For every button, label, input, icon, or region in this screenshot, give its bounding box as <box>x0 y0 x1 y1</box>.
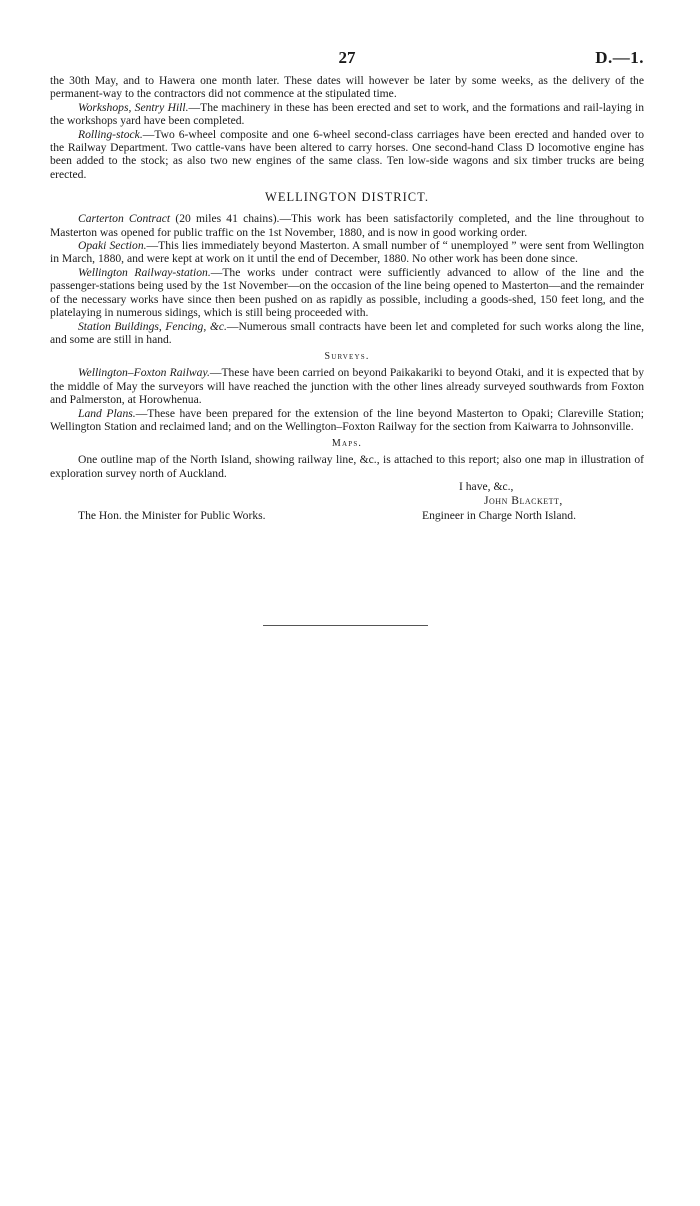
land-plans-title: Land Plans. <box>78 406 136 420</box>
signatory-name: John Blackett, <box>484 493 563 507</box>
wellington-station-paragraph <box>50 266 644 320</box>
opaki-title: Opaki Section. <box>78 239 147 253</box>
maps-paragraph: One outline map of the North Island, showing railway line, &c., is attached to this report; also one map in illustration of exploration survey north of Auckland. <box>50 453 644 480</box>
opaki-text: —This lies immediately beyond Masterton. A small number of “ unemployed ” were sent from Wellington in March, 1880, and were kept at work on it until the end of December, 1880. No other work has been done since. <box>50 239 644 266</box>
salutation: I have, &c., <box>459 480 514 494</box>
opaki-paragraph <box>50 239 644 266</box>
signatory-title: Engineer in Charge North Island. <box>422 508 577 522</box>
carterton-paragraph <box>50 212 644 239</box>
document-reference: D.—1. <box>595 48 644 67</box>
rolling-stock-text: —Two 6-wheel composite and one 6-wheel second-class carriages have been erected and handed over to the Railway Department. Two cattle-vans have been altered to carry horses. One second-hand Class D locomotive engine has been added to the stock; as also two new engines of the same class. Ten low-side wagons and six timber trucks are being erected. <box>50 127 644 181</box>
land-plans-paragraph <box>50 407 644 434</box>
wellington-station-title: Wellington Railway-station. <box>78 265 211 279</box>
station-buildings-title: Station Buildings, Fencing, &c. <box>78 319 227 333</box>
rolling-stock-paragraph <box>50 128 644 182</box>
workshops-text: —The machinery in these has been erected and set to work, and the formations and rail-laying in the workshops yard have been completed. <box>50 100 644 128</box>
wellington-station-text: —The works under contract were sufficiently advanced to allow of the line and the passenger-stations being used by the 1st November—on the occasion of the line being opened to Masterton—and the remainder of the necessary works have since then been pushed on as rapidly as possible, including a goods-shed, 150 feet long, and the platelaying in numerous sidings, which is still being proceeded with. <box>50 265 644 320</box>
closing-rule <box>263 625 428 626</box>
workshops-title: Workshops, Sentry Hill. <box>78 100 189 114</box>
workshops-paragraph <box>50 101 644 128</box>
page-header <box>50 48 644 74</box>
carterton-title: Carterton Contract <box>78 212 171 226</box>
foxton-railway-paragraph <box>50 366 644 406</box>
rolling-stock-title: Rolling-stock. <box>78 127 143 141</box>
station-buildings-text: —Numerous small contracts have been let and completed for such works along the line, and some are still in hand. <box>50 319 644 346</box>
wellington-district-heading: WELLINGTON DISTRICT. <box>265 190 429 205</box>
carterton-text: (20 miles 41 chains).—This work has been satisfactorily completed, and the line throughout to Masterton was opened for public traffic on the 1st November, 1880, and is now in good working order. <box>50 212 644 239</box>
foxton-railway-title: Wellington–Foxton Railway. <box>78 366 210 380</box>
page-number: 27 <box>338 48 356 67</box>
foxton-railway-text: —These have been carried on beyond Paikakariki to beyond Otaki, and it is expected that by the middle of May the surveyors will have reached the junction with the other lines already surveyed southwards from Foxton and Palmerston, at Horowhenua. <box>50 366 644 407</box>
land-plans-text: —These have been prepared for the extension of the line beyond Masterton to Opaki; Clareville Station; Wellington Station and reclaimed land; and on the Wellington–Foxton Railway for the section from Kaiwarra to Johnsonville. <box>50 406 644 433</box>
surveys-heading: Surveys. <box>324 351 370 363</box>
intro-paragraph-1: the 30th May, and to Hawera one month later. These dates will however be later by some weeks, as the delivery of the permanent-way to the contractors did not commence at the stipulated time. <box>50 74 644 101</box>
document-page <box>50 48 644 523</box>
maps-heading: Maps. <box>331 438 363 450</box>
addressee: The Hon. the Minister for Public Works. <box>78 508 266 522</box>
station-buildings-paragraph <box>50 320 644 347</box>
closing-line <box>50 507 644 523</box>
